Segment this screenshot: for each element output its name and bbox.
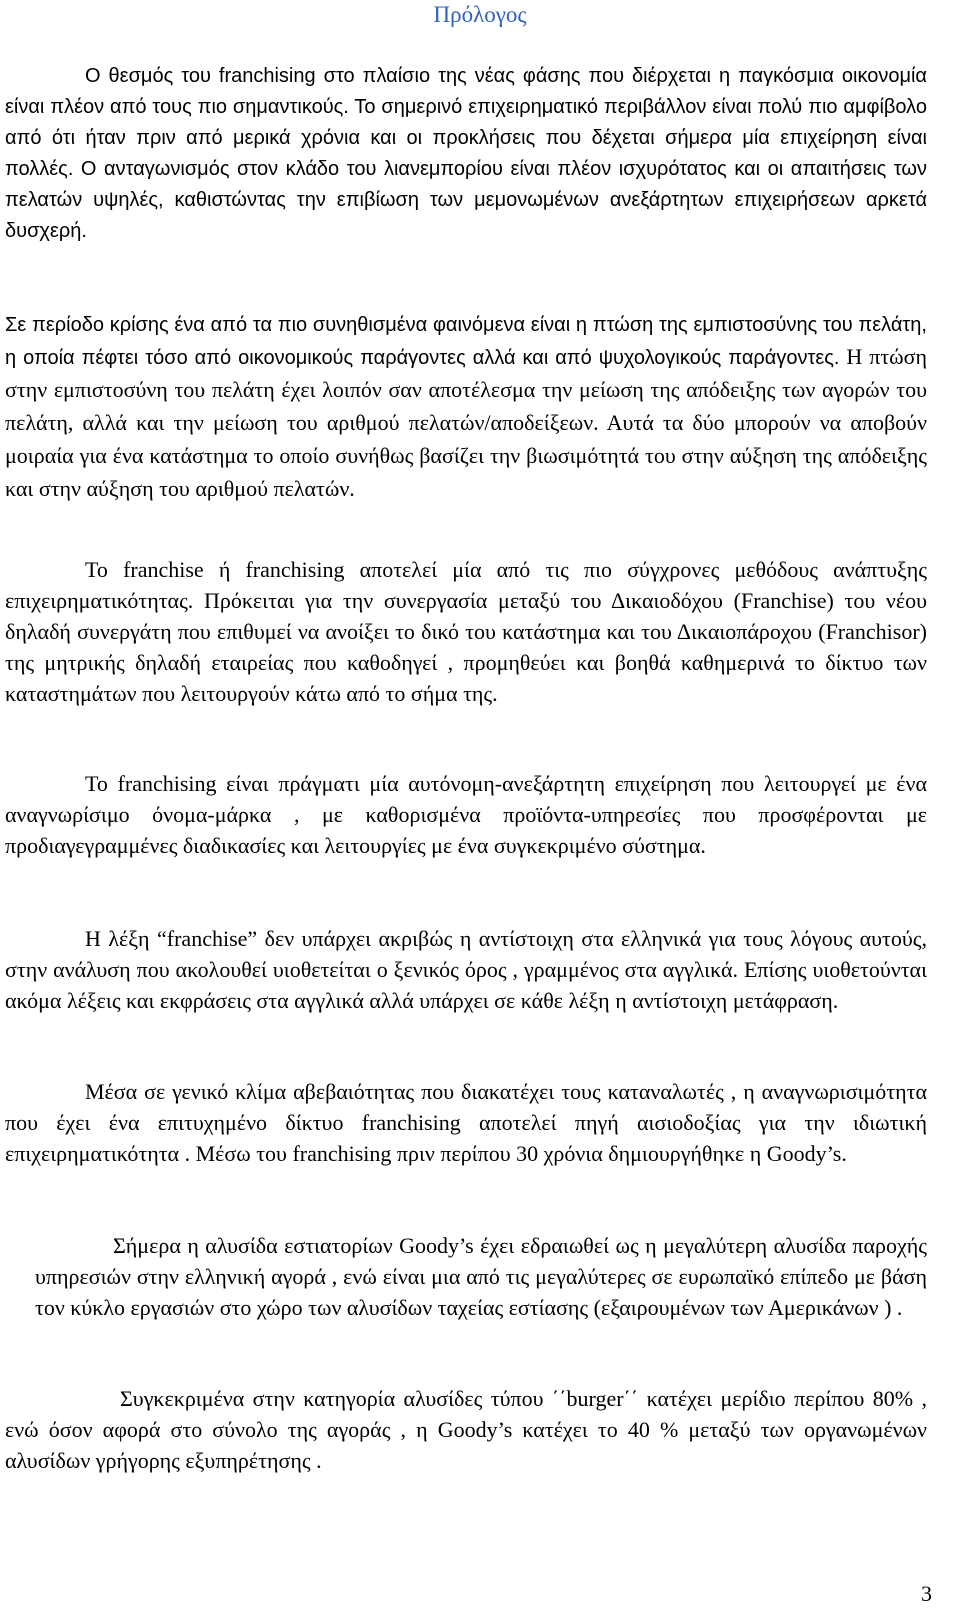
paragraph-burger-market-share: Συγκεκριμένα στην κατηγορία αλυσίδες τύπου ΄΄burger΄΄ κατέχει μερίδιο περίπου 80% , ενώ όσον αφορά στο σύνολο της αγοράς , η Goody’s κατέχει το 40 % μεταξύ των οργανωμένων αλυσίδων γρήγορης εξυπηρέτησης . — [5, 1386, 927, 1473]
paragraph-goodys-history: Μέσα σε γενικό κλίμα αβεβαιότητας που διακατέχει τους καταναλωτές , η αναγνωρισιμότητα που έχει ένα επιτυχημένο δίκτυο franchising αποτελεί πηγή αισιοδοξίας για την ιδιωτική επιχειρηματικότητα . Μέσω του franchising πριν περίπου 30 χρόνια δημιουργήθηκε η Goody’s. — [5, 1079, 927, 1166]
page-title: Πρόλογος — [433, 2, 527, 27]
paragraph-word-franchise: Η λέξη “franchise” δεν υπάρχει ακριβώς η αντίστοιχη στα ελληνικά για τους λόγους αυτούς, στην ανάλυση που ακολουθεί υιοθετείται ο ξενικός όρος , γραμμένος στα αγγλικά. Επίσης υιοθετούνται ακόμα λέξεις και εκφράσεις στα αγγλικά αλλά υπάρχει σε κάθε λέξη η αντίστοιχη μετάφραση. — [5, 926, 927, 1013]
page-number: 3 — [921, 1581, 932, 1606]
paragraph-intro: Ο θεσμός του franchising στο πλαίσιο της νέας φάσης που διέρχεται η παγκόσμια οικονομία είναι πλέον από τους πιο σημαντικούς. Το σημερινό επιχειρηματικό περιβάλλον είναι πολύ πιο αμφίβολο από ότι ήταν πριν από μερικά χρόνια και οι προκλήσεις που δέχεται σήμερα μία επιχείρηση είναι πολλές. Ο ανταγωνισμός στον κλάδο του λιανεμπορίου είναι πλέον ισχυρότατος και οι απαιτήσεις των πελατών υψηλές, καθιστώντας την επιβίωση των μεμονωμένων ανεξάρτητων επιχειρήσεων αρκετά δυσχερή. — [5, 65, 927, 242]
paragraph-goodys-today: Σήμερα η αλυσίδα εστιατορίων Goody’s έχει εδραιωθεί ως η μεγαλύτερη αλυσίδα παροχής υπηρεσιών στην ελληνική αγορά , ενώ είναι μια από τις μεγαλύτερες σε ευρωπαϊκό επίπεδο με βάση τον κύκλο εργασιών στο χώρο των αλυσίδων ταχείας εστίασης (εξαιρουμένων των Αμερικάνων ) . — [35, 1233, 927, 1320]
paragraph-crisis-serif-part: Η πτώση στην εμπιστοσύνη του πελάτη έχει λοιπόν σαν αποτέλεσμα την μείωση της απόδειξης των αγορών του πελάτη, αλλά και την μείωση του αριθμού πελατών/αποδείξεων. Αυτά τα δύο μπορούν να αποβούν μοιραία για ένα κατάστημα το οποίο συνήθως βασίζει την βιωσιμότητά του στην αύξηση της απόδειξης και στην αύξηση του αριθμού πελατών. — [5, 344, 927, 501]
paragraph-franchising-business: Το franchising είναι πράγματι μία αυτόνομη-ανεξάρτητη επιχείρηση που λειτουργεί με ένα αναγνωρίσιμο όνομα-μάρκα , με καθορισμένα προϊόντα-υπηρεσίες που προσφέρονται με προδιαγεγραμμένες διαδικασίες και λειτουργίες με ένα συγκεκριμένο σύστημα. — [5, 771, 927, 858]
paragraph-franchise-definition-part2: Πρόκειται για την συνεργασία μεταξύ του Δικαιοδόχου (Franchise) του νέου δηλαδή συνεργάτη που επιθυμεί να ανοίξει το δικό του κατάστημα και του Δικαιοπάροχου (Franchisor) της μητρικής δηλαδή εταιρείας που καθοδηγεί , προμηθεύει και βοηθά καθημερινά το δίκτυο των καταστημάτων που λειτουργούν κάτω από το σήμα της. — [5, 588, 927, 706]
paragraph-crisis-sans-part: Σε περίοδο κρίσης ένα από τα πιο συνηθισμένα φαινόμενα είναι η πτώση της εμπιστοσύνης του πελάτη, η οποία πέφτει τόσο από οικονομικούς παράγοντες αλλά και από ψυχολογικούς παράγοντες. — [5, 314, 927, 369]
paragraph-franchise-definition — [5, 554, 927, 709]
paragraph-crisis — [5, 310, 927, 506]
paragraph-franchise-definition-part1: Το franchise ή franchising αποτελεί μία από τις πιο σύγχρονες μεθόδους ανάπτυξης επιχειρηματικότητας. — [5, 557, 927, 613]
